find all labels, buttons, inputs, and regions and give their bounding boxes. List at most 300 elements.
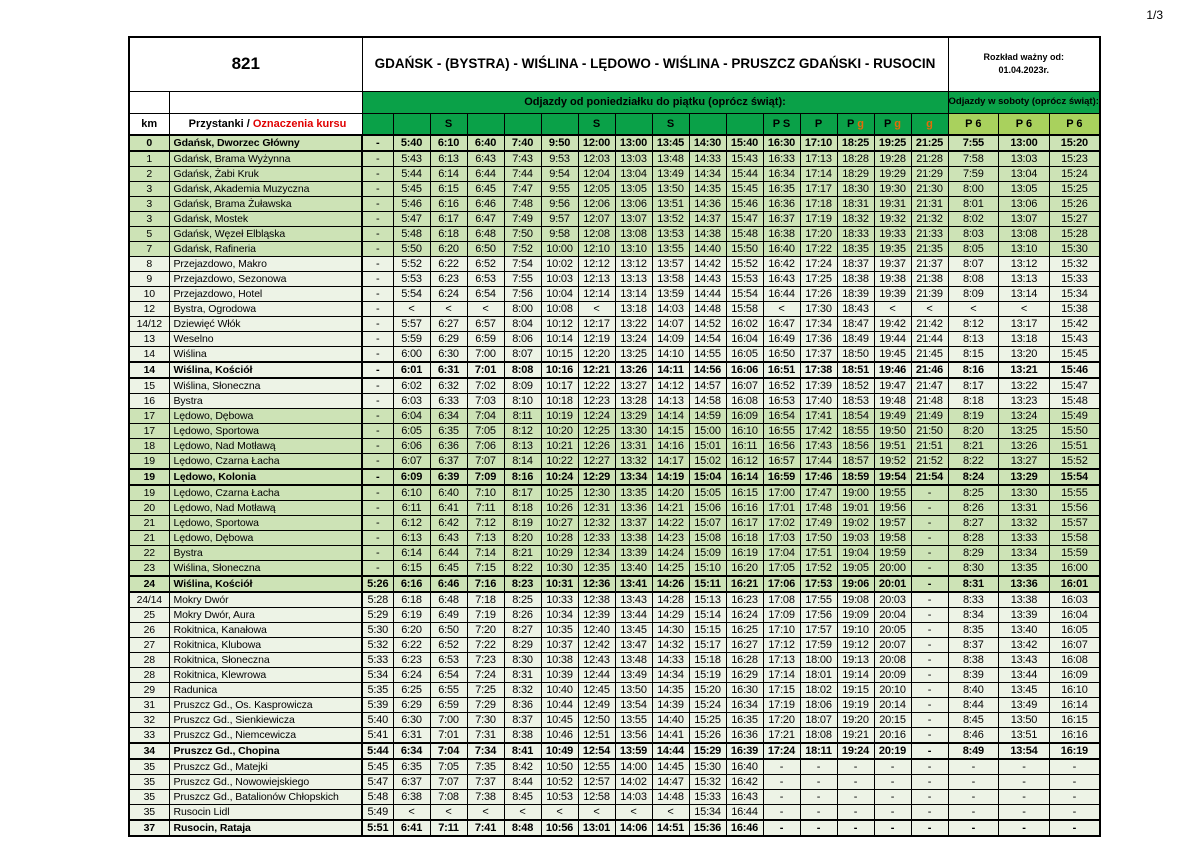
km-cell: 32 bbox=[129, 713, 169, 728]
departure-time-cell: 8:45 bbox=[504, 790, 541, 805]
departure-time-cell: - bbox=[763, 759, 800, 775]
departure-time-cell: 16:00 bbox=[1049, 561, 1100, 577]
departure-time-cell: 13:45 bbox=[652, 135, 689, 151]
departure-time-cell: 5:33 bbox=[362, 653, 393, 668]
stop-name-cell: Rokitnica, Klewrowa bbox=[169, 668, 362, 683]
departure-time-cell: 6:30 bbox=[430, 347, 467, 363]
departure-time-cell: 7:50 bbox=[504, 227, 541, 242]
departure-time-cell: 14:20 bbox=[652, 485, 689, 501]
departure-time-cell: 5:34 bbox=[362, 668, 393, 683]
departure-time-cell: 18:56 bbox=[837, 439, 874, 454]
departure-time-cell: 5:35 bbox=[362, 683, 393, 698]
departure-time-cell: 19:48 bbox=[874, 394, 911, 409]
km-cell: 25 bbox=[129, 608, 169, 623]
departure-time-cell: 21:29 bbox=[911, 167, 948, 182]
departure-time-cell: 9:53 bbox=[541, 151, 578, 167]
departure-time-cell: 6:05 bbox=[393, 424, 430, 439]
departure-time-cell: 15:09 bbox=[689, 546, 726, 561]
departure-time-cell: 6:16 bbox=[393, 576, 430, 592]
timetable-row bbox=[129, 668, 1100, 683]
departure-time-cell: 7:41 bbox=[467, 820, 504, 836]
empty-km-cell bbox=[129, 91, 169, 113]
departure-time-cell: 13:08 bbox=[999, 227, 1050, 242]
departure-time-cell: - bbox=[911, 546, 948, 561]
stop-name-cell: Gdańsk, Węzeł Elbląska bbox=[169, 227, 362, 242]
departure-time-cell: 19:47 bbox=[874, 378, 911, 394]
km-cell: 10 bbox=[129, 287, 169, 302]
departure-time-cell: 17:42 bbox=[800, 424, 837, 439]
stop-name-cell: Lędowo, Nad Motławą bbox=[169, 501, 362, 516]
departure-time-cell: 14:48 bbox=[652, 790, 689, 805]
km-cell: 35 bbox=[129, 790, 169, 805]
departure-time-cell: 16:08 bbox=[726, 394, 763, 409]
departure-time-cell: 6:09 bbox=[393, 469, 430, 485]
departure-time-cell: 17:14 bbox=[763, 668, 800, 683]
departure-time-cell: 12:24 bbox=[578, 409, 615, 424]
km-cell: 35 bbox=[129, 775, 169, 790]
km-header: km bbox=[129, 113, 169, 135]
departure-time-cell: 8:33 bbox=[948, 592, 999, 608]
departure-time-cell: 14:10 bbox=[652, 347, 689, 363]
departure-time-cell: 19:25 bbox=[874, 135, 911, 151]
departure-time-cell: 16:18 bbox=[726, 531, 763, 546]
departure-time-cell: 10:08 bbox=[541, 302, 578, 317]
departure-time-cell: 17:14 bbox=[800, 167, 837, 182]
departure-time-cell: 14:42 bbox=[689, 257, 726, 272]
departure-time-cell: - bbox=[837, 759, 874, 775]
departure-time-cell: 20:04 bbox=[874, 608, 911, 623]
timetable-row bbox=[129, 272, 1100, 287]
departure-time-cell: 12:42 bbox=[578, 638, 615, 653]
departure-time-cell: 8:40 bbox=[948, 683, 999, 698]
departure-time-cell: 14:07 bbox=[652, 317, 689, 332]
departure-time-cell: 8:20 bbox=[948, 424, 999, 439]
departure-time-cell: 7:38 bbox=[467, 790, 504, 805]
departure-time-cell: 6:18 bbox=[430, 227, 467, 242]
departure-time-cell: 15:25 bbox=[689, 713, 726, 728]
departure-time-cell: - bbox=[911, 698, 948, 713]
departure-time-cell: < bbox=[999, 302, 1050, 317]
departure-time-cell: - bbox=[874, 790, 911, 805]
km-cell: 24/14 bbox=[129, 592, 169, 608]
departure-time-cell: 15:36 bbox=[689, 820, 726, 836]
stop-name-cell: Gdańsk, Mostek bbox=[169, 212, 362, 227]
departure-time-cell: 6:59 bbox=[467, 332, 504, 347]
departure-time-cell: 18:07 bbox=[800, 713, 837, 728]
departure-time-cell: 15:48 bbox=[1049, 394, 1100, 409]
departure-time-cell: 15:45 bbox=[1049, 347, 1100, 363]
departure-time-cell: 7:01 bbox=[430, 728, 467, 744]
departure-time-cell: 12:36 bbox=[578, 576, 615, 592]
departure-time-cell: - bbox=[911, 775, 948, 790]
departure-time-cell: 16:38 bbox=[763, 227, 800, 242]
departure-time-cell: 17:43 bbox=[800, 439, 837, 454]
departure-time-cell: 13:32 bbox=[615, 454, 652, 470]
departure-time-cell: - bbox=[911, 592, 948, 608]
departure-time-cell: 8:07 bbox=[504, 347, 541, 363]
stop-name-cell: Rusocin, Rataja bbox=[169, 820, 362, 836]
departure-time-cell: 14:35 bbox=[689, 182, 726, 197]
departure-time-cell: 12:44 bbox=[578, 668, 615, 683]
departure-time-cell: 17:18 bbox=[800, 197, 837, 212]
timetable-row bbox=[129, 698, 1100, 713]
departure-time-cell: 6:02 bbox=[393, 378, 430, 394]
timetable-row bbox=[129, 531, 1100, 546]
departure-time-cell: 8:21 bbox=[948, 439, 999, 454]
departure-time-cell: 16:12 bbox=[726, 454, 763, 470]
departure-time-cell: 19:06 bbox=[837, 576, 874, 592]
departure-time-cell: - bbox=[911, 759, 948, 775]
departure-time-cell: 6:43 bbox=[467, 151, 504, 167]
departure-time-cell: < bbox=[948, 302, 999, 317]
departure-time-cell: 10:52 bbox=[541, 775, 578, 790]
departure-time-cell: 8:22 bbox=[504, 561, 541, 577]
departure-time-cell: 13:48 bbox=[652, 151, 689, 167]
departure-time-cell: 16:37 bbox=[763, 212, 800, 227]
departure-time-cell: 7:20 bbox=[467, 623, 504, 638]
departure-time-cell: 6:44 bbox=[467, 167, 504, 182]
departure-time-cell: 6:20 bbox=[393, 623, 430, 638]
departure-time-cell: 13:05 bbox=[615, 182, 652, 197]
departure-time-cell: 19:21 bbox=[837, 728, 874, 744]
departure-time-cell: 13:43 bbox=[999, 653, 1050, 668]
departure-time-cell: 17:21 bbox=[763, 728, 800, 744]
departure-time-cell: 13:18 bbox=[615, 302, 652, 317]
departure-time-cell: 16:34 bbox=[726, 698, 763, 713]
departure-time-cell: 15:10 bbox=[689, 561, 726, 577]
departure-time-cell: 13:42 bbox=[999, 638, 1050, 653]
departure-time-cell: 12:49 bbox=[578, 698, 615, 713]
departure-time-cell: 8:27 bbox=[948, 516, 999, 531]
timetable-row bbox=[129, 485, 1100, 501]
timetable-row bbox=[129, 212, 1100, 227]
departure-time-cell: < bbox=[541, 805, 578, 821]
km-cell: 19 bbox=[129, 469, 169, 485]
departure-time-cell: - bbox=[362, 347, 393, 363]
departure-time-cell: - bbox=[800, 805, 837, 821]
departure-time-cell: 13:29 bbox=[999, 469, 1050, 485]
departure-time-cell: - bbox=[1049, 790, 1100, 805]
departure-time-cell: 17:13 bbox=[763, 653, 800, 668]
stop-name-cell: Gdańsk, Brama Wyżynna bbox=[169, 151, 362, 167]
departure-time-cell: 18:33 bbox=[837, 227, 874, 242]
stop-name-cell: Lędowo, Dębowa bbox=[169, 409, 362, 424]
departure-time-cell: 8:38 bbox=[504, 728, 541, 744]
departure-time-cell: 19:32 bbox=[874, 212, 911, 227]
departure-time-cell: 6:29 bbox=[430, 332, 467, 347]
empty-stop-cell bbox=[169, 91, 362, 113]
departure-time-cell: 6:01 bbox=[393, 362, 430, 378]
departure-time-cell: 8:31 bbox=[504, 668, 541, 683]
departure-time-cell: 15:30 bbox=[1049, 242, 1100, 257]
departure-time-cell: 16:27 bbox=[726, 638, 763, 653]
departure-time-cell: 8:41 bbox=[504, 743, 541, 759]
departure-time-cell: 12:00 bbox=[578, 135, 615, 151]
departure-time-cell: 7:18 bbox=[467, 592, 504, 608]
departure-time-cell: - bbox=[911, 516, 948, 531]
departure-time-cell: 10:27 bbox=[541, 516, 578, 531]
departure-time-cell: 15:24 bbox=[1049, 167, 1100, 182]
km-cell: 19 bbox=[129, 485, 169, 501]
departure-time-cell: 10:37 bbox=[541, 638, 578, 653]
km-cell: 23 bbox=[129, 561, 169, 577]
departure-time-cell: 7:08 bbox=[430, 790, 467, 805]
km-cell: 24 bbox=[129, 576, 169, 592]
departure-time-cell: 12:17 bbox=[578, 317, 615, 332]
departure-time-cell: 15:24 bbox=[689, 698, 726, 713]
departure-time-cell: 8:32 bbox=[504, 683, 541, 698]
departure-time-cell: 7:12 bbox=[467, 516, 504, 531]
departure-time-cell: < bbox=[467, 805, 504, 821]
course-marker-cell: P bbox=[800, 113, 837, 135]
departure-time-cell: 20:08 bbox=[874, 653, 911, 668]
departure-time-cell: 15:34 bbox=[1049, 287, 1100, 302]
course-marker-cell bbox=[467, 113, 504, 135]
departure-time-cell: 7:04 bbox=[467, 409, 504, 424]
departure-time-cell: 13:56 bbox=[615, 728, 652, 744]
departure-time-cell: 13:08 bbox=[615, 227, 652, 242]
departure-time-cell: 14:38 bbox=[689, 227, 726, 242]
departure-time-cell: 6:37 bbox=[393, 775, 430, 790]
departure-time-cell: 17:36 bbox=[800, 332, 837, 347]
departure-time-cell: 21:42 bbox=[911, 317, 948, 332]
departure-time-cell: - bbox=[948, 759, 999, 775]
departure-time-cell: 12:10 bbox=[578, 242, 615, 257]
departure-time-cell: 8:19 bbox=[948, 409, 999, 424]
departure-time-cell: 12:23 bbox=[578, 394, 615, 409]
stop-name-cell: Bystra, Ogrodowa bbox=[169, 302, 362, 317]
departure-time-cell: 19:08 bbox=[837, 592, 874, 608]
departure-time-cell: 6:48 bbox=[430, 592, 467, 608]
timetable-row bbox=[129, 242, 1100, 257]
departure-time-cell: 8:00 bbox=[504, 302, 541, 317]
departure-time-cell: 17:00 bbox=[763, 485, 800, 501]
departure-time-cell: 10:17 bbox=[541, 378, 578, 394]
departure-time-cell: 13:05 bbox=[999, 182, 1050, 197]
km-cell: 29 bbox=[129, 683, 169, 698]
departure-time-cell: 13:26 bbox=[999, 439, 1050, 454]
departure-time-cell: - bbox=[911, 638, 948, 653]
departure-time-cell: - bbox=[1049, 759, 1100, 775]
departure-time-cell: 6:17 bbox=[430, 212, 467, 227]
departure-time-cell: 6:13 bbox=[393, 531, 430, 546]
departure-time-cell: 5:59 bbox=[393, 332, 430, 347]
timetable-row bbox=[129, 638, 1100, 653]
departure-time-cell: 14:21 bbox=[652, 501, 689, 516]
departure-time-cell: 14:15 bbox=[652, 424, 689, 439]
departure-time-cell: 12:57 bbox=[578, 775, 615, 790]
timetable-row bbox=[129, 424, 1100, 439]
departure-time-cell: 8:34 bbox=[948, 608, 999, 623]
stop-name-cell: Pruszcz Gd., Matejki bbox=[169, 759, 362, 775]
departure-time-cell: 8:45 bbox=[948, 713, 999, 728]
departure-time-cell: 7:55 bbox=[504, 272, 541, 287]
departure-time-cell: 19:28 bbox=[874, 151, 911, 167]
departure-time-cell: 14:45 bbox=[652, 759, 689, 775]
departure-time-cell: 14:57 bbox=[689, 378, 726, 394]
departure-time-cell: 12:03 bbox=[578, 151, 615, 167]
departure-time-cell: 19:03 bbox=[837, 531, 874, 546]
stop-name-cell: Pruszcz Gd., Chopina bbox=[169, 743, 362, 759]
departure-time-cell: 8:22 bbox=[948, 454, 999, 470]
departure-time-cell: 12:25 bbox=[578, 424, 615, 439]
departure-time-cell: 17:50 bbox=[800, 531, 837, 546]
stop-name-cell: Weselno bbox=[169, 332, 362, 347]
departure-time-cell: 18:52 bbox=[837, 378, 874, 394]
departure-time-cell: - bbox=[874, 759, 911, 775]
departure-time-cell: 8:26 bbox=[948, 501, 999, 516]
departure-time-cell: 14:02 bbox=[615, 775, 652, 790]
departure-time-cell: 14:14 bbox=[652, 409, 689, 424]
departure-time-cell: 17:40 bbox=[800, 394, 837, 409]
departure-time-cell: 6:06 bbox=[393, 439, 430, 454]
km-cell: 9 bbox=[129, 272, 169, 287]
departure-time-cell: 6:55 bbox=[430, 683, 467, 698]
stop-name-cell: Dziewięć Włók bbox=[169, 317, 362, 332]
timetable-row bbox=[129, 743, 1100, 759]
stop-name-cell: Przejazdowo, Sezonowa bbox=[169, 272, 362, 287]
timetable-row bbox=[129, 182, 1100, 197]
departure-time-cell: 16:53 bbox=[763, 394, 800, 409]
departure-time-cell: 6:00 bbox=[393, 347, 430, 363]
departure-time-cell: 16:08 bbox=[1049, 653, 1100, 668]
departure-time-cell: 18:59 bbox=[837, 469, 874, 485]
departure-time-cell: 13:20 bbox=[999, 347, 1050, 363]
departure-time-cell: 17:09 bbox=[763, 608, 800, 623]
departure-time-cell: 10:12 bbox=[541, 317, 578, 332]
departure-time-cell: 14:17 bbox=[652, 454, 689, 470]
departure-time-cell: - bbox=[874, 775, 911, 790]
departure-time-cell: 17:04 bbox=[763, 546, 800, 561]
departure-time-cell: 13:37 bbox=[615, 516, 652, 531]
departure-time-cell: 20:15 bbox=[874, 713, 911, 728]
departure-time-cell: 8:44 bbox=[504, 775, 541, 790]
validity-label: Rozkład ważny od: bbox=[983, 51, 1064, 62]
departure-time-cell: 7:03 bbox=[467, 394, 504, 409]
departure-time-cell: 6:23 bbox=[430, 272, 467, 287]
departure-time-cell: 12:29 bbox=[578, 469, 615, 485]
departure-time-cell: 16:20 bbox=[726, 561, 763, 577]
departure-time-cell: 18:11 bbox=[800, 743, 837, 759]
departure-time-cell: 13:59 bbox=[652, 287, 689, 302]
departure-time-cell: 19:46 bbox=[874, 362, 911, 378]
departure-time-cell: 13:24 bbox=[999, 409, 1050, 424]
departure-time-cell: 7:05 bbox=[430, 759, 467, 775]
departure-time-cell: 17:30 bbox=[800, 302, 837, 317]
departure-time-cell: 13:26 bbox=[615, 362, 652, 378]
departure-time-cell: 12:19 bbox=[578, 332, 615, 347]
departure-time-cell: 13:34 bbox=[615, 469, 652, 485]
stops-header: Przystanki / Oznaczenia kursu bbox=[169, 113, 362, 135]
departure-time-cell: 8:17 bbox=[504, 485, 541, 501]
departure-time-cell: 5:26 bbox=[362, 576, 393, 592]
km-cell: 2 bbox=[129, 167, 169, 182]
departure-time-cell: 18:43 bbox=[837, 302, 874, 317]
departure-time-cell: - bbox=[362, 242, 393, 257]
stops-label: Przystanki bbox=[188, 117, 244, 130]
departure-time-cell: 6:54 bbox=[430, 668, 467, 683]
departure-time-cell: 13:10 bbox=[999, 242, 1050, 257]
timetable-row bbox=[129, 759, 1100, 775]
departure-time-cell: 13:38 bbox=[615, 531, 652, 546]
departure-time-cell: 15:25 bbox=[1049, 182, 1100, 197]
stop-name-cell: Rokitnica, Słoneczna bbox=[169, 653, 362, 668]
departure-time-cell: 12:08 bbox=[578, 227, 615, 242]
departure-time-cell: 16:55 bbox=[763, 424, 800, 439]
departure-time-cell: 6:10 bbox=[393, 485, 430, 501]
departure-time-cell: - bbox=[362, 362, 393, 378]
departure-time-cell: 12:13 bbox=[578, 272, 615, 287]
departure-time-cell: 7:35 bbox=[467, 759, 504, 775]
departure-time-cell: 15:07 bbox=[689, 516, 726, 531]
timetable-row bbox=[129, 394, 1100, 409]
departure-time-cell: 16:24 bbox=[726, 608, 763, 623]
departure-time-cell: 8:46 bbox=[948, 728, 999, 744]
departure-time-cell: 16:28 bbox=[726, 653, 763, 668]
timetable-row bbox=[129, 576, 1100, 592]
stop-name-cell: Pruszcz Gd., Niemcewicza bbox=[169, 728, 362, 744]
departure-time-cell: 8:44 bbox=[948, 698, 999, 713]
departure-time-cell: 14:11 bbox=[652, 362, 689, 378]
departure-time-cell: 8:42 bbox=[504, 759, 541, 775]
departure-time-cell: 19:29 bbox=[874, 167, 911, 182]
departure-time-cell: 6:47 bbox=[467, 212, 504, 227]
departure-time-cell: 18:28 bbox=[837, 151, 874, 167]
departure-time-cell: < bbox=[393, 302, 430, 317]
departure-time-cell: 15:30 bbox=[689, 759, 726, 775]
departure-time-cell: 7:02 bbox=[467, 378, 504, 394]
departure-time-cell: 6:04 bbox=[393, 409, 430, 424]
departure-time-cell: 8:21 bbox=[504, 546, 541, 561]
departure-time-cell: 5:54 bbox=[393, 287, 430, 302]
departure-time-cell: 13:25 bbox=[999, 424, 1050, 439]
departure-time-cell: - bbox=[362, 302, 393, 317]
departure-time-cell: 5:30 bbox=[362, 623, 393, 638]
departure-time-cell: 15:51 bbox=[1049, 439, 1100, 454]
departure-time-cell: 6:52 bbox=[467, 257, 504, 272]
departure-time-cell: - bbox=[911, 743, 948, 759]
departure-time-cell: 5:41 bbox=[362, 728, 393, 744]
departure-time-cell: 15:53 bbox=[726, 272, 763, 287]
departure-time-cell: 14:32 bbox=[652, 638, 689, 653]
departure-time-cell: 15:58 bbox=[726, 302, 763, 317]
timetable-row bbox=[129, 439, 1100, 454]
departure-time-cell: 20:07 bbox=[874, 638, 911, 653]
departure-time-cell: 17:53 bbox=[800, 576, 837, 592]
departure-time-cell: 14:33 bbox=[689, 151, 726, 167]
departure-time-cell: 21:52 bbox=[911, 454, 948, 470]
course-marker-cell: P g bbox=[837, 113, 874, 135]
departure-time-cell: 8:16 bbox=[948, 362, 999, 378]
departure-time-cell: 18:54 bbox=[837, 409, 874, 424]
departure-time-cell: - bbox=[362, 439, 393, 454]
departure-time-cell: 10:16 bbox=[541, 362, 578, 378]
departure-time-cell: 16:09 bbox=[726, 409, 763, 424]
departure-time-cell: 8:10 bbox=[504, 394, 541, 409]
departure-time-cell: 7:15 bbox=[467, 561, 504, 577]
departure-time-cell: 10:19 bbox=[541, 409, 578, 424]
departure-time-cell: 13:27 bbox=[999, 454, 1050, 470]
departure-time-cell: 8:15 bbox=[948, 347, 999, 363]
departure-time-cell: 20:10 bbox=[874, 683, 911, 698]
departure-time-cell: 19:54 bbox=[874, 469, 911, 485]
departure-time-cell: 17:39 bbox=[800, 378, 837, 394]
departure-time-cell: - bbox=[911, 728, 948, 744]
departure-time-cell: 6:32 bbox=[430, 378, 467, 394]
departure-time-cell: 13:04 bbox=[615, 167, 652, 182]
departure-time-cell: - bbox=[948, 820, 999, 836]
timetable-row bbox=[129, 592, 1100, 608]
